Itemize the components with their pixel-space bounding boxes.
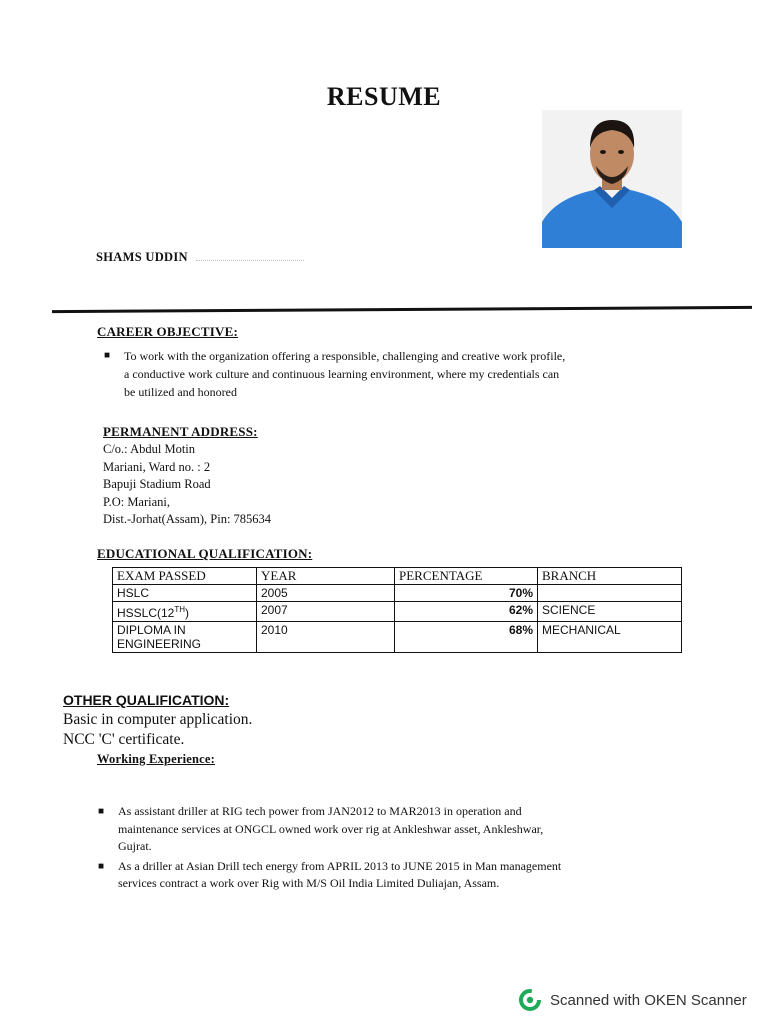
career-objective-line: a conductive work culture and continuous learning environment, where my credentials can: [124, 367, 560, 381]
education-heading: EDUCATIONAL QUALIFICATION:: [97, 546, 313, 561]
applicant-name: SHAMS UDDIN: [96, 250, 188, 264]
experience-line: services contract a work over Rig with M/S Oil India Limited Duliajan, Assam.: [118, 876, 500, 890]
column-header: YEAR: [257, 568, 395, 585]
career-objective-bullet: [104, 347, 704, 401]
career-objective-line: be utilized and honored: [124, 385, 237, 399]
profile-photo-image: [542, 110, 682, 248]
experience-text: [118, 858, 561, 893]
branch-cell: SCIENCE: [538, 602, 682, 622]
section-divider: [52, 306, 752, 313]
year-cell: 2007: [257, 602, 395, 622]
list-item: [98, 858, 688, 893]
experience-text: [118, 803, 543, 856]
exam-cell: HSLC: [113, 585, 257, 602]
year-cell: 2010: [257, 622, 395, 653]
branch-cell: [538, 585, 682, 602]
permanent-address-heading: PERMANENT ADDRESS:: [103, 424, 258, 439]
other-qualification-item: NCC 'C' certificate.: [63, 731, 185, 748]
working-experience-heading: Working Experience:: [97, 752, 216, 766]
square-bullet-icon: ■: [98, 860, 105, 872]
experience-line: Gujrat.: [118, 839, 152, 853]
profile-photo: [542, 110, 682, 248]
oken-scanner-logo-icon: [518, 988, 542, 1012]
column-header: BRANCH: [538, 568, 682, 585]
column-header: EXAM PASSED: [113, 568, 257, 585]
experience-line: As assistant driller at RIG tech power from JAN2012 to MAR2013 in operation and: [118, 804, 522, 818]
career-objective-line: To work with the organization offering a responsible, challenging and creative work profile,: [124, 349, 566, 363]
permanent-address-block: [103, 441, 271, 529]
education-table-header: [113, 568, 682, 585]
square-bullet-icon: ■: [98, 806, 105, 817]
address-line: Bapuji Stadium Road: [103, 477, 211, 492]
address-line: C/o.: Abdul Motin: [103, 442, 196, 456]
document-title: RESUME: [326, 82, 442, 111]
other-qualification-heading: OTHER QUALIFICATION:: [63, 692, 230, 708]
list-item: [98, 803, 688, 856]
scanner-watermark: [518, 988, 747, 1012]
scanner-watermark-text: Scanned with OKEN Scanner: [550, 991, 747, 1009]
table-row: [113, 602, 682, 622]
address-line: Dist.-Jorhat(Assam), Pin: 785634: [103, 512, 272, 527]
career-objective-section: [104, 347, 704, 401]
exam-cell: HSSLC(12TH): [113, 602, 257, 622]
year-cell: 2005: [257, 585, 395, 602]
percentage-cell: 68%: [395, 622, 538, 653]
square-bullet-icon: ■: [104, 350, 111, 361]
working-experience-list: [98, 803, 688, 893]
superscript-suffix: TH: [174, 605, 186, 614]
career-objective-heading: CAREER OBJECTIVE:: [97, 324, 239, 339]
table-row: [113, 622, 682, 653]
experience-line: As a driller at Asian Drill tech energy from APRIL 2013 to JUNE 2015 in Man management: [118, 858, 562, 873]
column-header: PERCENTAGE: [395, 568, 538, 585]
percentage-cell: 70%: [395, 585, 538, 602]
table-row: [113, 585, 682, 602]
name-underline: [196, 260, 304, 261]
career-objective-text: [124, 347, 565, 401]
education-table: [112, 567, 682, 653]
address-line: P.O: Mariani,: [103, 494, 171, 509]
other-qualification-item: Basic in computer application.: [63, 711, 253, 728]
percentage-cell: 62%: [395, 602, 538, 622]
education-table-wrap: [112, 567, 682, 653]
branch-cell: MECHANICAL: [538, 622, 682, 653]
experience-line: maintenance services at ONGCL owned work over rig at Ankleshwar asset, Ankleshwar,: [118, 821, 544, 836]
exam-cell: DIPLOMA IN ENGINEERING: [113, 622, 257, 653]
address-line: Mariani, Ward no. : 2: [103, 459, 211, 474]
